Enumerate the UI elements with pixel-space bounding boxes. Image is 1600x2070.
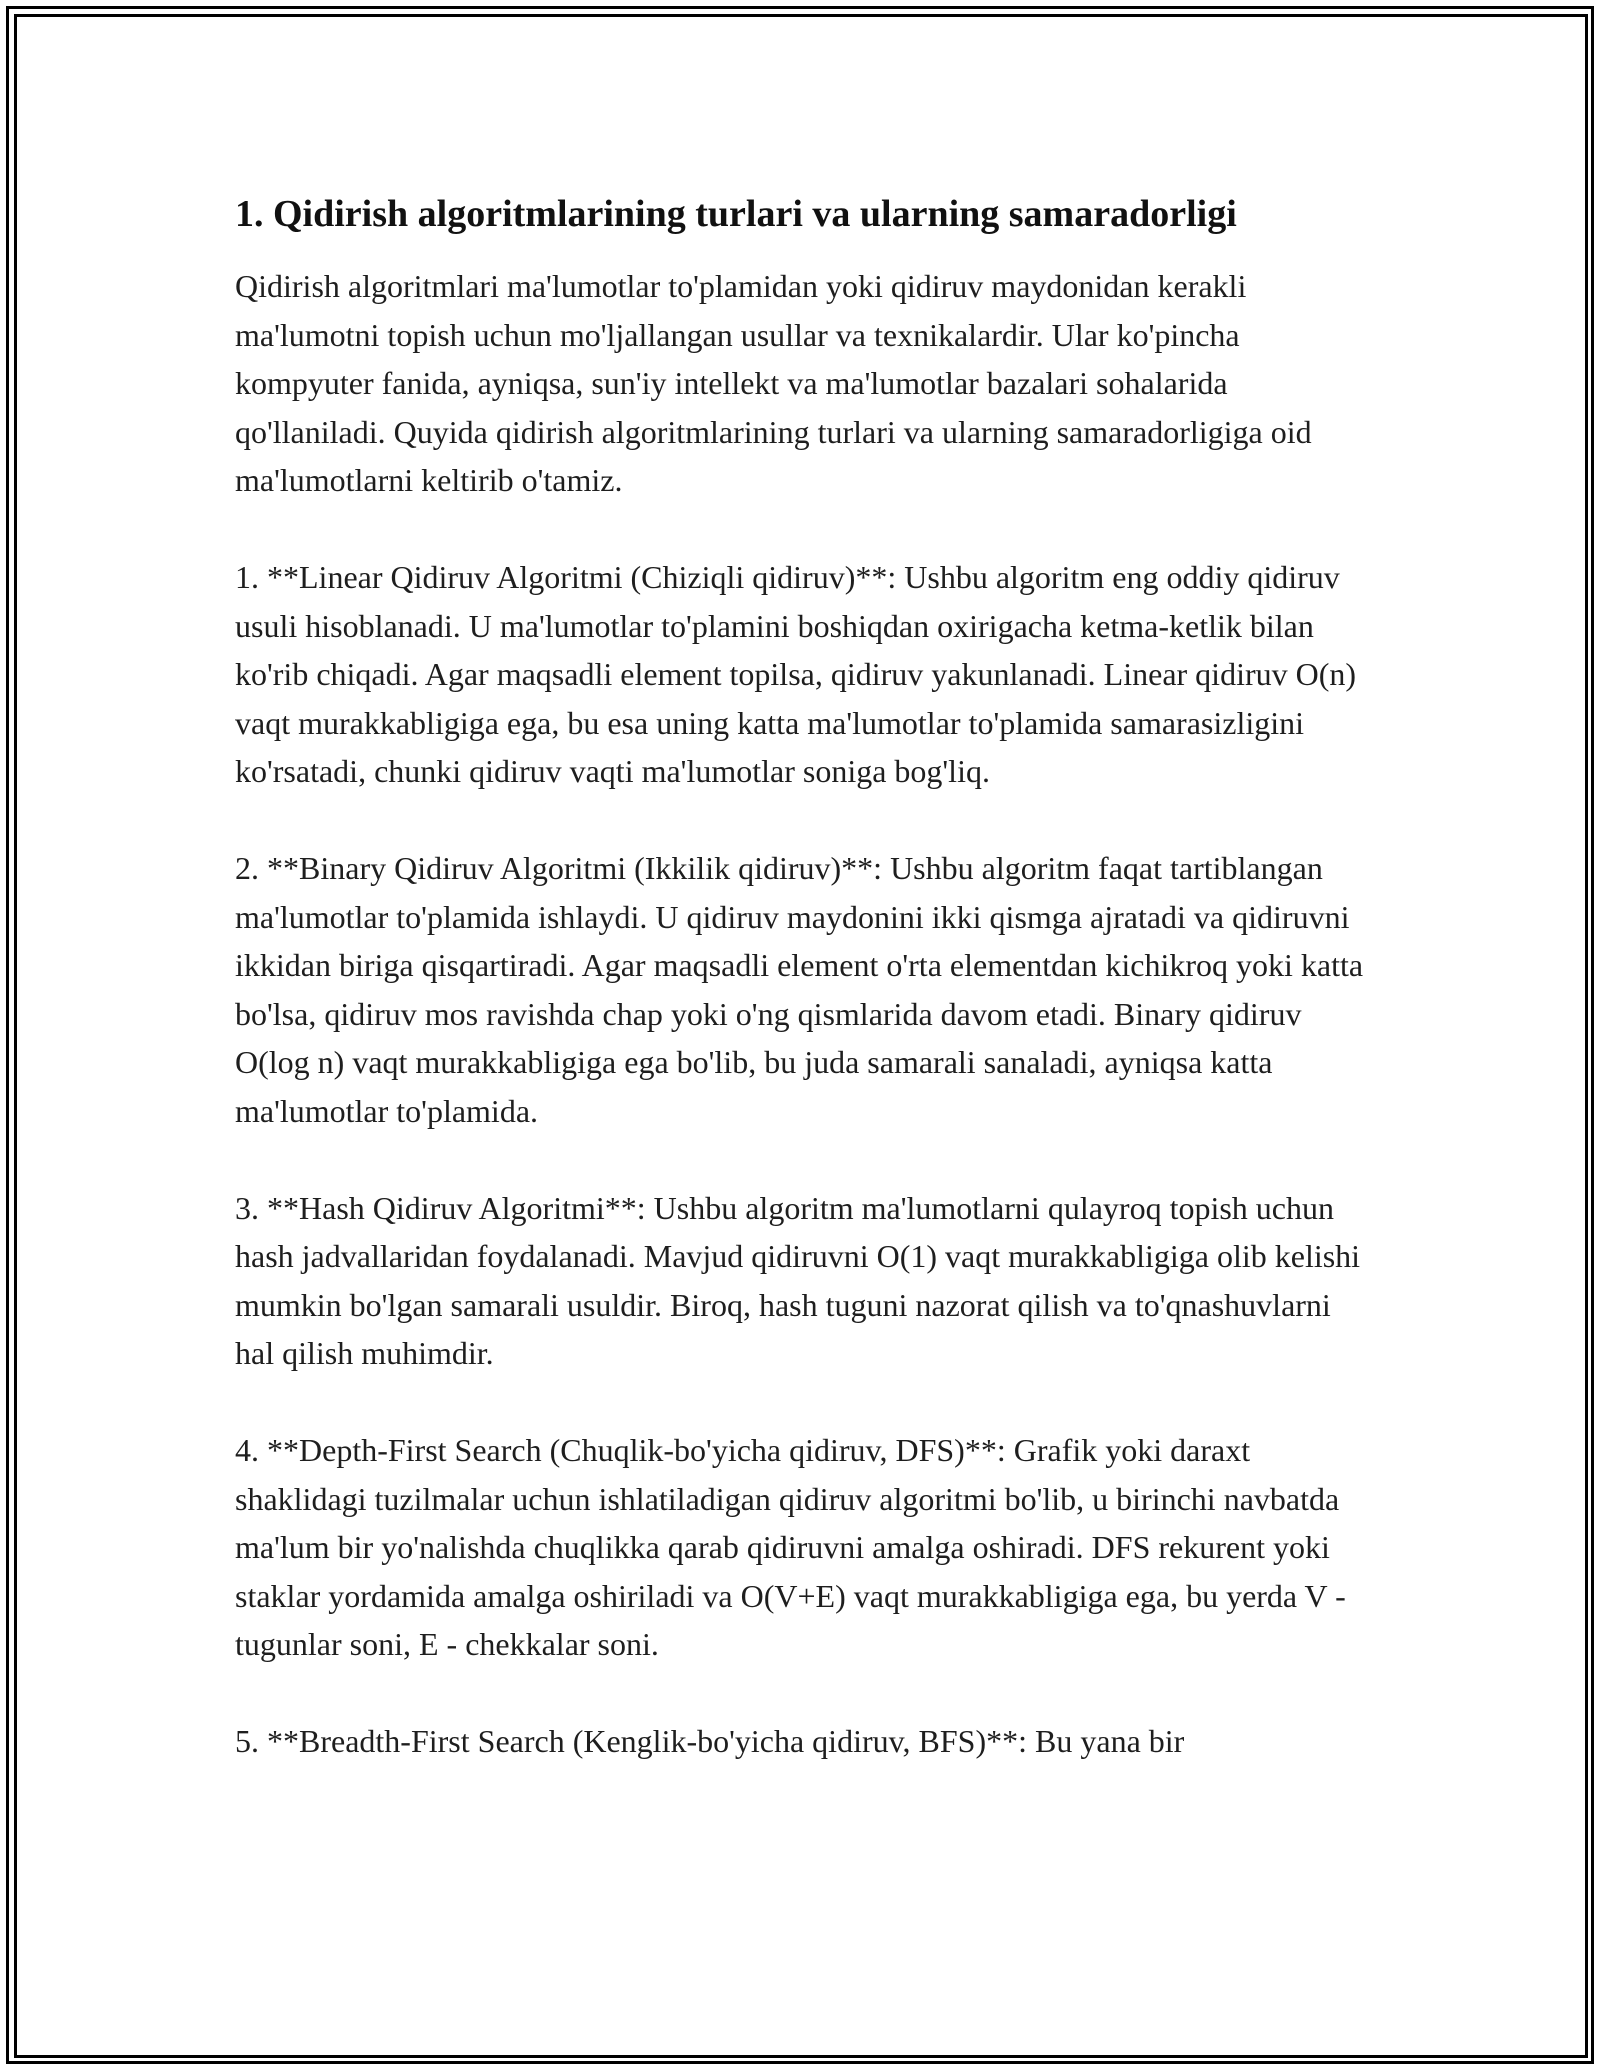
list-item-breadth-first-search: 5. **Breadth-First Search (Kenglik-bo'yicha qidiruv, BFS)**: Bu yana bir (235, 1723, 1185, 1759)
list-item-linear-search: 1. **Linear Qidiruv Algoritmi (Chiziqli qidiruv)**: Ushbu algoritm eng oddiy qidiruv usuli hisoblanadi. U ma'lumotlar to'plamini boshiqdan oxirigacha ketma-ketlik bilan ko'rib chiqadi. Agar maqsadli element topilsa, qidiruv yakunlanadi. Linear qidiruv O(n) vaqt murakkabligiga ega, bu esa uning katta ma'lumotlar to'plamida samarasizligini ko'rsatadi, chunki qidiruv vaqti ma'lumotlar soniga bog'liq. (235, 559, 1357, 789)
list-item-binary-search: 2. **Binary Qidiruv Algoritmi (Ikkilik qidiruv)**: Ushbu algoritm faqat tartiblangan ma'lumotlar to'plamida ishlaydi. U qidiruv maydonini ikki qismga ajratadi va qidiruvni ikkidan biriga qisqartiradi. Agar maqsadli element o'rta elementdan kichikroq yoki katta bo'lsa, qidiruv mos ravishda chap yoki o'ng qismlarida davom etadi. Binary qidiruv O(log n) vaqt murakkabligiga ega bo'lib, bu juda samarali sanaladi, ayniqsa katta ma'lumotlar to'plamida. (235, 850, 1364, 1129)
list-item-hash-search: 3. **Hash Qidiruv Algoritmi**: Ushbu algoritm ma'lumotlarni qulayroq topish uchun hash jadvallaridan foydalanadi. Mavjud qidiruvni O(1) vaqt murakkabligiga olib kelishi mumkin bo'lgan samarali usuldir. Biroq, hash tuguni nazorat qilish va to'qnashuvlarni hal qilish muhimdir. (235, 1189, 1361, 1371)
intro-paragraph: Qidirish algoritmlari ma'lumotlar to'plamidan yoki qidiruv maydonidan kerakli ma'lumotni topish uchun mo'ljallangan usullar va texnikalardir. Ular ko'pincha kompyuter fanida, ayniqsa, sun'iy intellekt va ma'lumotlar bazalari sohalarida qo'llaniladi. Quyida qidirish algoritmlarining turlari va ularning samaradorligiga oid ma'lumotlarni keltirib o'tamiz. (235, 268, 1312, 498)
document-title: 1. Qidirish algoritmlarining turlari va ularning samaradorligi (235, 193, 1237, 235)
document-body (235, 186, 1375, 1766)
list-item-depth-first-search: 4. **Depth-First Search (Chuqlik-bo'yicha qidiruv, DFS)**: Grafik yoki daraxt shaklidagi tuzilmalar uchun ishlatiladigan qidiruv algoritmi bo'lib, u birinchi navbatda ma'lum bir yo'nalishda chuqlikka qarab qidiruvni amalga oshiradi. DFS rekurent yoki staklar yordamida amalga oshiriladi va O(V+E) vaqt murakkabligiga ega, bu yerda V - tugunlar soni, E - chekkalar soni. (235, 1432, 1346, 1662)
